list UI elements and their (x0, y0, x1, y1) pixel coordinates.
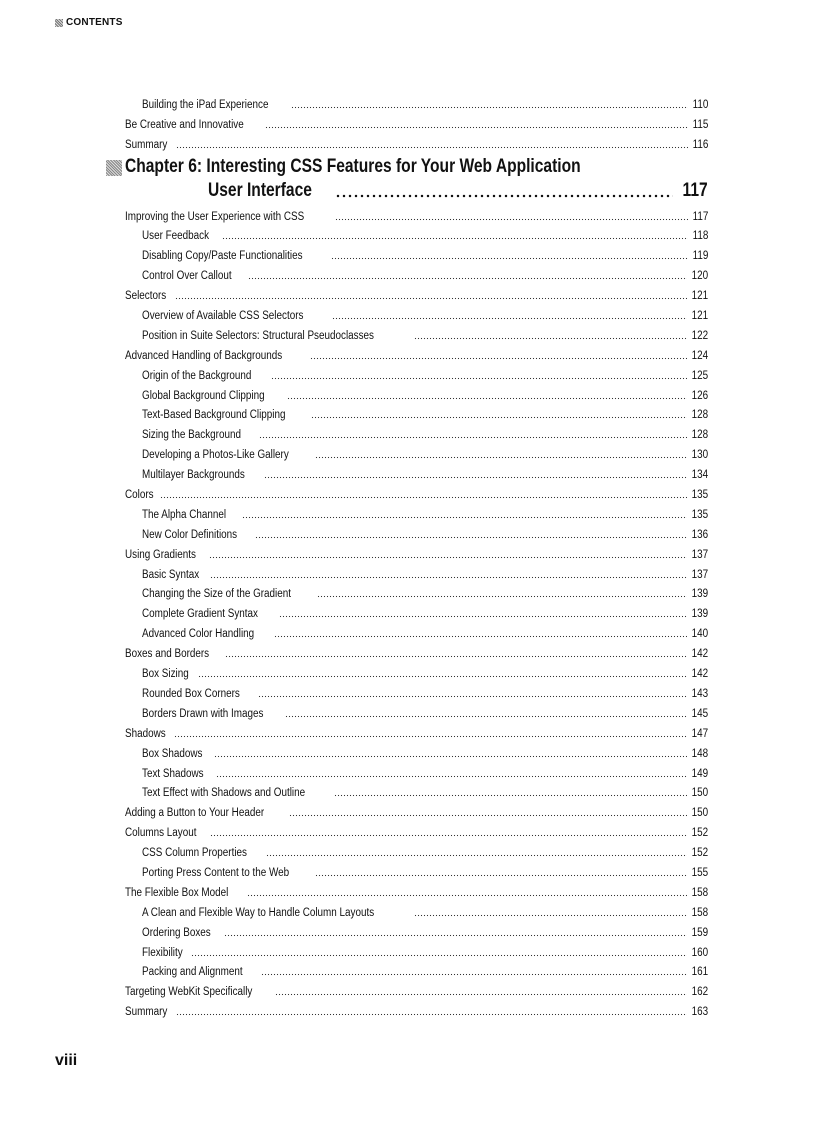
running-header (55, 17, 123, 28)
toc-entry[interactable] (125, 112, 708, 132)
toc-entry[interactable] (125, 840, 708, 860)
toc-entry-title: Overview of Available CSS Selectors (142, 310, 304, 323)
toc-entry-page: 142 (691, 648, 708, 661)
leader-dots (279, 615, 687, 618)
toc-entry-title: Global Background Clipping (142, 389, 265, 402)
toc-entry-page: 115 (692, 118, 708, 131)
toc-entry-page: 142 (691, 668, 708, 681)
toc-entry-title: Control Over Callout (142, 270, 232, 283)
toc-entry[interactable] (125, 960, 708, 980)
leader-dots (210, 834, 687, 837)
leader-dots (287, 397, 687, 400)
toc-entry[interactable] (125, 132, 708, 152)
leader-dots (225, 655, 687, 658)
toc-entry[interactable] (125, 442, 708, 462)
toc-entry-title: User Feedback (142, 230, 210, 243)
toc-entry[interactable] (125, 422, 708, 442)
leader-dots (414, 914, 687, 917)
toc-entry-page: 110 (692, 98, 708, 111)
leader-dots (248, 277, 687, 280)
toc-entry[interactable] (125, 880, 708, 900)
toc-entry-page: 135 (691, 489, 708, 502)
leader-dots (255, 536, 687, 539)
toc-entry-page: 152 (691, 827, 708, 840)
toc-entry-page: 120 (691, 270, 708, 283)
toc-entry-title: Using Gradients (125, 548, 196, 561)
toc-entry-page: 160 (691, 946, 708, 959)
leader-dots (259, 436, 687, 439)
toc-entry-title: A Clean and Flexible Way to Handle Column Layouts (142, 906, 375, 919)
toc-entry[interactable] (125, 940, 708, 960)
toc-entry[interactable] (125, 403, 708, 423)
leader-dots (271, 377, 687, 380)
toc-entry-page: 128 (691, 409, 708, 422)
toc-entry-page: 145 (691, 707, 708, 720)
toc-entry-title: Borders Drawn with Images (142, 707, 264, 720)
toc-entry-title: Colors (125, 489, 154, 502)
toc-entry-title: New Color Definitions (142, 528, 238, 541)
leader-dots (285, 715, 687, 718)
chapter-title-continued: User Interface (208, 179, 312, 201)
leader-dots (174, 735, 687, 738)
toc-entry[interactable] (125, 621, 708, 641)
toc-entry-page: 125 (691, 369, 708, 382)
toc-entry-title: Columns Layout (125, 827, 197, 840)
toc-entry-title: Origin of the Background (142, 369, 252, 382)
toc-entry-title: Summary (125, 138, 168, 151)
toc-entry-title: Rounded Box Corners (142, 687, 240, 700)
toc-entry-title: Basic Syntax (142, 568, 200, 581)
chapter-heading-line2 (125, 178, 708, 202)
leader-dots (264, 476, 687, 479)
toc-entry-page: 136 (691, 528, 708, 541)
toc-entry-title: Selectors (125, 290, 167, 303)
toc-entry-page: 135 (691, 508, 708, 521)
toc-entry[interactable] (125, 979, 708, 999)
toc-entry-title: Be Creative and Innovative (125, 118, 244, 131)
table-of-contents (125, 92, 708, 1019)
toc-entry-title: The Alpha Channel (142, 508, 227, 521)
toc-entry[interactable] (125, 582, 708, 602)
toc-entry-title: Ordering Boxes (142, 926, 211, 939)
toc-entry[interactable] (125, 860, 708, 880)
toc-entry-title: Porting Press Content to the Web (142, 866, 290, 879)
leader-dots (289, 814, 687, 817)
toc-entry-title: Building the iPad Experience (142, 98, 269, 111)
leader-dots (266, 854, 687, 857)
toc-entry[interactable] (125, 323, 708, 343)
toc-entry-title: CSS Column Properties (142, 847, 247, 860)
toc-entry-page: 139 (691, 588, 708, 601)
leader-dots (317, 595, 687, 598)
toc-entry-page: 147 (691, 727, 708, 740)
toc-entry-title: Text Shadows (142, 767, 204, 780)
toc-entry-title: Box Sizing (142, 668, 189, 681)
chapter-heading-line1 (106, 156, 708, 178)
toc-entry[interactable] (125, 761, 708, 781)
leader-dots (176, 146, 687, 149)
toc-entry-title: Targeting WebKit Specifically (125, 986, 253, 999)
toc-entry-page: 152 (691, 847, 708, 860)
toc-entry[interactable] (125, 641, 708, 661)
toc-entry-title: Complete Gradient Syntax (142, 608, 258, 621)
page-folio: viii (55, 1052, 78, 1069)
toc-entry[interactable] (125, 462, 708, 482)
leader-dots (209, 556, 686, 559)
toc-entry[interactable] (125, 562, 708, 582)
toc-entry-title: Advanced Color Handling (142, 628, 255, 641)
toc-entry-title: Improving the User Experience with CSS (125, 210, 305, 223)
toc-entry[interactable] (125, 343, 708, 363)
leader-dots (242, 516, 687, 519)
leader-dots (176, 1013, 687, 1016)
leader-dots (214, 755, 686, 758)
toc-entry-page: 137 (691, 548, 708, 561)
toc-entry-title: Position in Suite Selectors: Structural Pseudoclasses (142, 329, 374, 342)
leader-dots (210, 576, 686, 579)
toc-entry-page: 119 (692, 250, 708, 263)
toc-entry[interactable] (125, 999, 708, 1019)
toc-entries (125, 204, 708, 1020)
toc-entry-page: 121 (691, 290, 708, 303)
toc-entry-page: 134 (691, 469, 708, 482)
leader-dots (331, 257, 688, 260)
toc-entry[interactable] (125, 741, 708, 761)
leader-dots (414, 337, 687, 340)
leader-dots (216, 775, 687, 778)
leader-dots (332, 317, 687, 320)
leader-dots (258, 695, 687, 698)
leader-dots (334, 794, 687, 797)
toc-entry[interactable] (125, 661, 708, 681)
toc-entry[interactable] (125, 800, 708, 820)
leader-dots (261, 973, 687, 976)
leader-dots (247, 894, 687, 897)
toc-entry-title: Box Shadows (142, 747, 203, 760)
toc-entry[interactable] (125, 363, 708, 383)
toc-entry-title: Text Effect with Shadows and Outline (142, 787, 306, 800)
toc-entry[interactable] (125, 820, 708, 840)
toc-entry[interactable] (125, 522, 708, 542)
toc-entry-page: 128 (691, 429, 708, 442)
toc-entry[interactable] (125, 701, 708, 721)
toc-entry[interactable] (125, 263, 708, 283)
toc-entry[interactable] (125, 721, 708, 741)
toc-entry-page: 149 (691, 767, 708, 780)
toc-entry-title: Developing a Photos-Like Gallery (142, 449, 289, 462)
toc-entry[interactable] (125, 204, 708, 224)
toc-entry[interactable] (125, 92, 708, 112)
leader-dots (191, 954, 687, 957)
toc-entry-page: 117 (692, 210, 708, 223)
toc-entry[interactable] (125, 681, 708, 701)
chapter-square-icon (106, 160, 122, 176)
toc-entry[interactable] (125, 482, 708, 502)
toc-entry-page: 126 (691, 389, 708, 402)
toc-entry-page: 155 (691, 866, 708, 879)
toc-entry-page: 122 (691, 329, 708, 342)
toc-entry-page: 162 (691, 986, 708, 999)
leader-dots (315, 874, 687, 877)
chapter-heading[interactable] (125, 156, 708, 202)
chapter-page-number: 117 (682, 179, 708, 201)
toc-entry-title: Boxes and Borders (125, 648, 210, 661)
toc-entry[interactable] (125, 920, 708, 940)
toc-entry-page: 161 (691, 966, 708, 979)
toc-entry-page: 118 (692, 230, 708, 243)
toc-entry[interactable] (125, 502, 708, 522)
toc-entry-page: 116 (692, 138, 708, 151)
toc-entry-page: 137 (691, 568, 708, 581)
toc-entry[interactable] (125, 303, 708, 323)
leader-dots (160, 496, 687, 499)
toc-entry[interactable] (125, 224, 708, 244)
leader-dots (222, 237, 688, 240)
toc-entry-title: Text-Based Background Clipping (142, 409, 286, 422)
toc-entry[interactable] (125, 900, 708, 920)
toc-entry-page: 158 (691, 886, 708, 899)
toc-entry-title: Summary (125, 1006, 168, 1019)
toc-entry-page: 150 (691, 787, 708, 800)
leader-dots (175, 297, 687, 300)
toc-entry[interactable] (125, 601, 708, 621)
leader-dots (310, 357, 687, 360)
toc-entry-title: The Flexible Box Model (125, 886, 229, 899)
leader-dots (311, 416, 687, 419)
chapter-leader-dots (335, 194, 674, 198)
running-header-label: CONTENTS (66, 17, 123, 28)
toc-entry-title: Adding a Button to Your Header (125, 807, 265, 820)
leader-dots (275, 993, 687, 996)
toc-entry-page: 163 (691, 1006, 708, 1019)
toc-entry-page: 124 (691, 349, 708, 362)
leader-dots (198, 675, 686, 678)
leader-dots (315, 456, 687, 459)
toc-entry-page: 150 (691, 807, 708, 820)
toc-entry[interactable] (125, 283, 708, 303)
toc-entry-page: 140 (691, 628, 708, 641)
toc-entry-page: 148 (691, 747, 708, 760)
toc-entry-page: 139 (691, 608, 708, 621)
toc-entry-title: Multilayer Backgrounds (142, 469, 245, 482)
toc-entry-title: Shadows (125, 727, 166, 740)
toc-entry-title: Sizing the Background (142, 429, 241, 442)
chapter-title: Chapter 6: Interesting CSS Features for Your Web Application (125, 155, 581, 177)
toc-entry-page: 159 (691, 926, 708, 939)
toc-entry-title: Flexibility (142, 946, 183, 959)
toc-entry-page: 143 (691, 687, 708, 700)
toc-entry-page: 158 (691, 906, 708, 919)
toc-entry[interactable] (125, 542, 708, 562)
toc-entry-title: Changing the Size of the Gradient (142, 588, 292, 601)
leader-dots (265, 126, 688, 129)
toc-pre-entries (125, 92, 708, 152)
toc-entry[interactable] (125, 781, 708, 801)
leader-dots (224, 934, 687, 937)
toc-entry[interactable] (125, 243, 708, 263)
header-square-icon (55, 19, 63, 27)
leader-dots (335, 218, 687, 221)
toc-entry-page: 130 (691, 449, 708, 462)
toc-entry-title: Advanced Handling of Backgrounds (125, 349, 283, 362)
leader-dots (274, 635, 686, 638)
leader-dots (291, 106, 688, 109)
toc-entry-title: Disabling Copy/Paste Functionalities (142, 250, 303, 263)
toc-entry[interactable] (125, 383, 708, 403)
toc-entry-title: Packing and Alignment (142, 966, 243, 979)
toc-entry-page: 121 (691, 310, 708, 323)
